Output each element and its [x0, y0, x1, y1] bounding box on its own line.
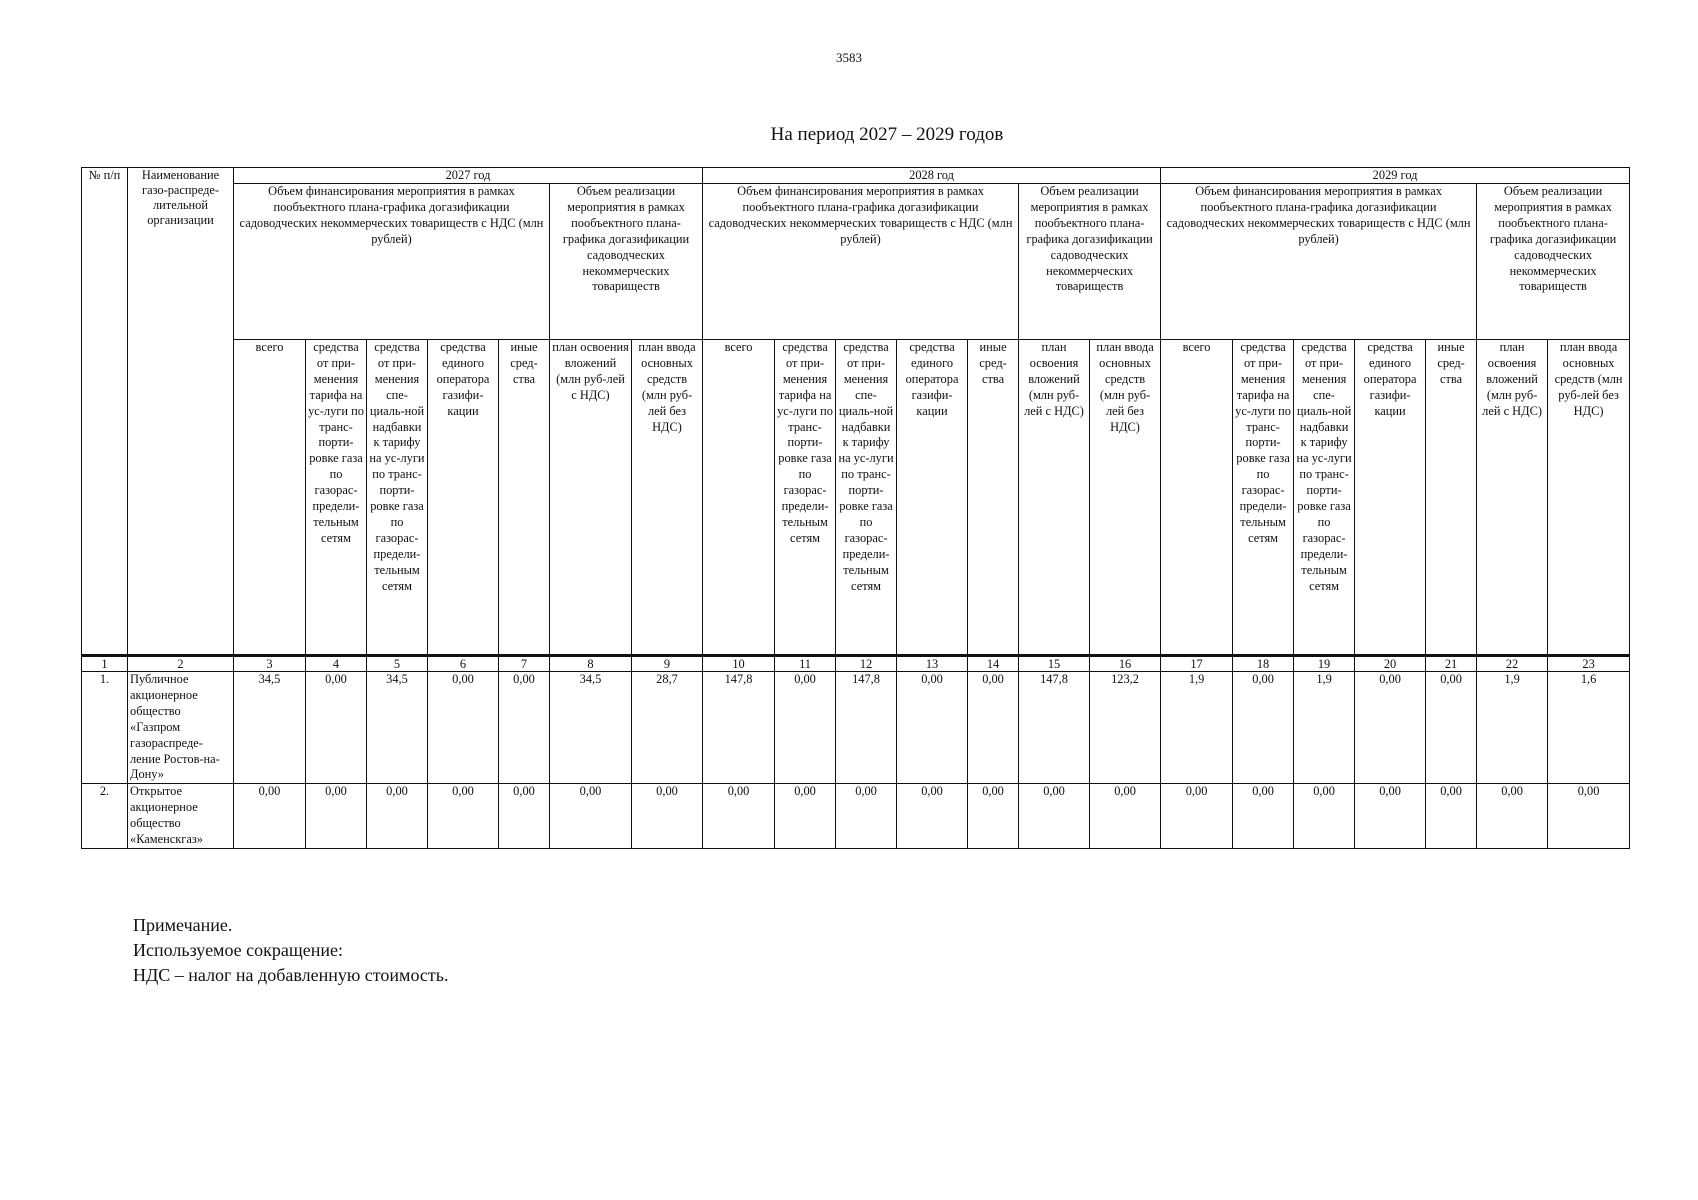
row-number: 2.: [82, 784, 128, 849]
header-operator: средства единого оператора газифи-кации: [1355, 340, 1426, 656]
cell-value: 0,00: [836, 784, 897, 849]
header-other: иные сред-ства: [499, 340, 550, 656]
column-number: 1: [82, 656, 128, 672]
cell-value: 1,9: [1294, 672, 1355, 784]
cell-value: 0,00: [968, 672, 1019, 784]
page-number: 3583: [836, 50, 862, 65]
header-total: всего: [234, 340, 306, 656]
header-tariff: средства от при-менения тарифа на ус-луги по транс-порти-ровке газа по газорас-предели-тельным сетям: [306, 340, 367, 656]
cell-value: 0,00: [897, 784, 968, 849]
note-abbreviation-intro: Используемое сокращение:: [133, 940, 343, 960]
table-row: [82, 784, 1630, 849]
cell-value: 0,00: [968, 784, 1019, 849]
cell-value: 0,00: [550, 784, 632, 849]
header-operator: средства единого оператора газифи-кации: [428, 340, 499, 656]
cell-value: 147,8: [703, 672, 775, 784]
cell-value: 0,00: [234, 784, 306, 849]
org-name: Публичное акционерное общество «Газпром газораспреде-ление Ростов-на-Дону»: [128, 672, 234, 784]
column-number: 4: [306, 656, 367, 672]
cell-value: 0,00: [499, 672, 550, 784]
cell-value: 1,6: [1548, 672, 1630, 784]
header-year-2027: 2027 год: [234, 168, 703, 184]
header-plan-assets: план ввода основных средств (млн руб-лей без НДС): [1090, 340, 1161, 656]
cell-value: 0,00: [1477, 784, 1548, 849]
column-number: 10: [703, 656, 775, 672]
column-number: 13: [897, 656, 968, 672]
header-row-sub: [82, 340, 1630, 656]
header-realization-group: Объем реализации мероприятия в рамках пообъектного плана-графика догазификации садоводческих некоммерческих товариществ: [550, 184, 703, 340]
cell-value: 0,00: [1426, 784, 1477, 849]
period-title: [0, 124, 1698, 146]
cell-value: 0,00: [428, 784, 499, 849]
header-org-name: Наименование газо-распреде-лительной организации: [128, 168, 234, 656]
column-number: 23: [1548, 656, 1630, 672]
period-title-text: На период 2027 – 2029 годов: [770, 124, 1004, 145]
cell-value: 0,00: [1426, 672, 1477, 784]
cell-value: 1,9: [1477, 672, 1548, 784]
cell-value: 1,9: [1161, 672, 1233, 784]
column-number: 15: [1019, 656, 1090, 672]
column-number: 6: [428, 656, 499, 672]
note-abbreviation-vat: НДС – налог на добавленную стоимость.: [133, 965, 449, 985]
cell-value: 0,00: [1233, 784, 1294, 849]
column-number: 8: [550, 656, 632, 672]
column-number: 3: [234, 656, 306, 672]
header-total: всего: [703, 340, 775, 656]
note-heading: Примечание.: [133, 915, 233, 935]
header-tariff: средства от при-менения тарифа на ус-луги по транс-порти-ровке газа по газорас-предели-тельным сетям: [775, 340, 836, 656]
header-finance-group: Объем финансирования мероприятия в рамках пообъектного плана-графика догазификации садоводческих некоммерческих товариществ с НДС (млн рублей): [234, 184, 550, 340]
header-plan-invest: план освоения вложений (млн руб-лей с НДС): [1019, 340, 1090, 656]
column-number: 19: [1294, 656, 1355, 672]
cell-value: 0,00: [367, 784, 428, 849]
cell-value: 0,00: [1233, 672, 1294, 784]
cell-value: 0,00: [632, 784, 703, 849]
cell-value: 0,00: [1090, 784, 1161, 849]
column-number: 14: [968, 656, 1019, 672]
header-plan-assets: план ввода основных средств (млн руб-лей без НДС): [632, 340, 703, 656]
column-number: 7: [499, 656, 550, 672]
header-other: иные сред-ства: [1426, 340, 1477, 656]
column-number: 21: [1426, 656, 1477, 672]
column-number: 11: [775, 656, 836, 672]
cell-value: 147,8: [1019, 672, 1090, 784]
header-plan-invest: план освоения вложений (млн руб-лей с НДС): [550, 340, 632, 656]
column-number: 12: [836, 656, 897, 672]
header-operator: средства единого оператора газифи-кации: [897, 340, 968, 656]
cell-value: 123,2: [1090, 672, 1161, 784]
column-number: 2: [128, 656, 234, 672]
cell-value: 0,00: [1161, 784, 1233, 849]
column-number: 17: [1161, 656, 1233, 672]
header-realization-group: Объем реализации мероприятия в рамках пообъектного плана-графика догазификации садоводческих некоммерческих товариществ: [1019, 184, 1161, 340]
cell-value: 0,00: [428, 672, 499, 784]
header-markup: средства от при-менения спе-циаль-ной надбавки к тарифу на ус-луги по транс-порти-ровке газа по газорас-предели-тельным сетям: [1294, 340, 1355, 656]
header-year-2028: 2028 год: [703, 168, 1161, 184]
column-number: 5: [367, 656, 428, 672]
cell-value: 0,00: [1355, 672, 1426, 784]
cell-value: 0,00: [1548, 784, 1630, 849]
cell-value: 28,7: [632, 672, 703, 784]
financing-table: [81, 167, 1630, 849]
header-num: № п/п: [82, 168, 128, 656]
cell-value: 147,8: [836, 672, 897, 784]
notes-block: [133, 913, 448, 988]
column-number: 20: [1355, 656, 1426, 672]
cell-value: 0,00: [306, 672, 367, 784]
cell-value: 0,00: [1355, 784, 1426, 849]
cell-value: 34,5: [234, 672, 306, 784]
column-number: 22: [1477, 656, 1548, 672]
cell-value: 34,5: [367, 672, 428, 784]
table-row: [82, 672, 1630, 784]
header-markup: средства от при-менения спе-циаль-ной надбавки к тарифу на ус-луги по транс-порти-ровке газа по газорас-предели-тельным сетям: [367, 340, 428, 656]
cell-value: 0,00: [897, 672, 968, 784]
header-plan-invest: план освоения вложений (млн руб-лей с НДС): [1477, 340, 1548, 656]
header-realization-group: Объем реализации мероприятия в рамках пообъектного плана-графика догазификации садоводческих некоммерческих товариществ: [1477, 184, 1630, 340]
header-finance-group: Объем финансирования мероприятия в рамках пообъектного плана-графика догазификации садоводческих некоммерческих товариществ с НДС (млн рублей): [703, 184, 1019, 340]
cell-value: 0,00: [306, 784, 367, 849]
cell-value: 0,00: [775, 784, 836, 849]
header-markup: средства от при-менения спе-циаль-ной надбавки к тарифу на ус-луги по транс-порти-ровке газа по газорас-предели-тельным сетям: [836, 340, 897, 656]
column-number: 16: [1090, 656, 1161, 672]
header-other: иные сред-ства: [968, 340, 1019, 656]
header-row-groups: [82, 184, 1630, 340]
header-finance-group: Объем финансирования мероприятия в рамках пообъектного плана-графика догазификации садоводческих некоммерческих товариществ с НДС (млн рублей): [1161, 184, 1477, 340]
column-number: 18: [1233, 656, 1294, 672]
header-plan-assets: план ввода основных средств (млн руб-лей без НДС): [1548, 340, 1630, 656]
header-row-years: [82, 168, 1630, 184]
cell-value: 0,00: [775, 672, 836, 784]
column-number-row: [82, 656, 1630, 672]
cell-value: 0,00: [703, 784, 775, 849]
cell-value: 0,00: [1294, 784, 1355, 849]
cell-value: 34,5: [550, 672, 632, 784]
header-total: всего: [1161, 340, 1233, 656]
cell-value: 0,00: [499, 784, 550, 849]
column-number: 9: [632, 656, 703, 672]
cell-value: 0,00: [1019, 784, 1090, 849]
header-year-2029: 2029 год: [1161, 168, 1630, 184]
row-number: 1.: [82, 672, 128, 784]
header-tariff: средства от при-менения тарифа на ус-луги по транс-порти-ровке газа по газорас-предели-тельным сетям: [1233, 340, 1294, 656]
org-name: Открытое акционерное общество «Каменскгаз»: [128, 784, 234, 849]
